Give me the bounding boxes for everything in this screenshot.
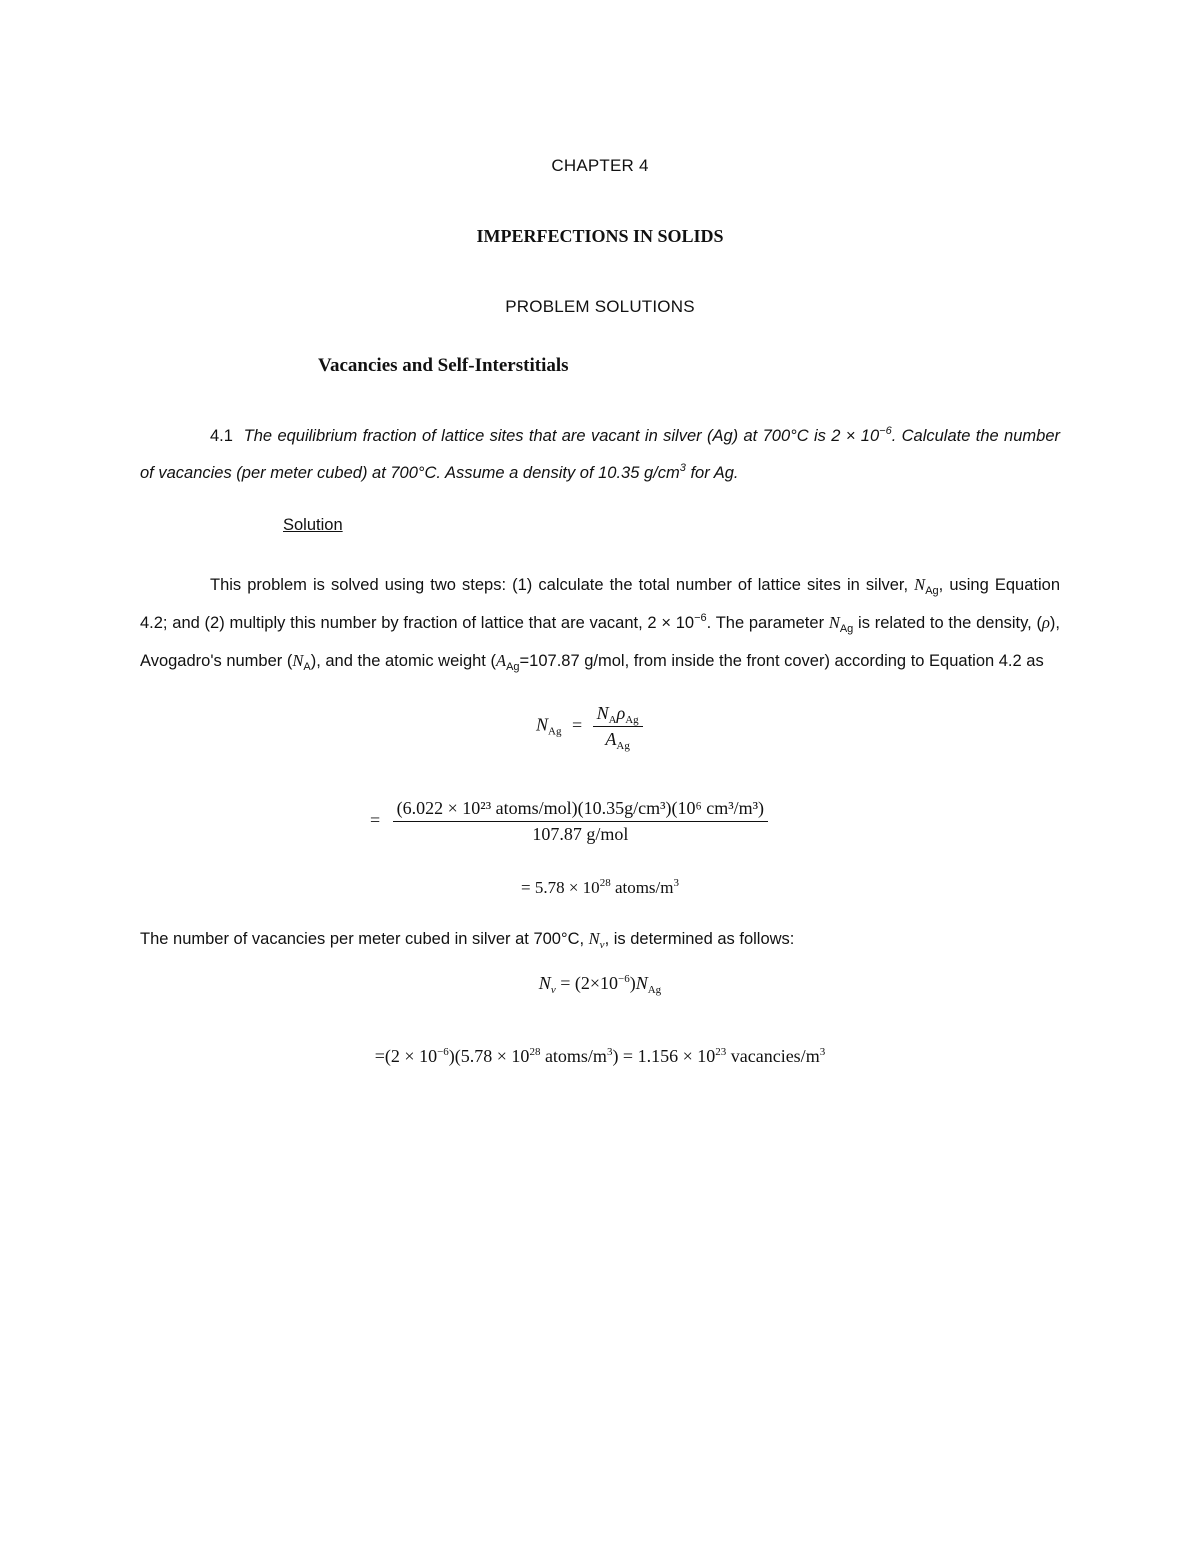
vacancies-paragraph: The number of vacancies per meter cubed in silver at 700°C, $N_v$, is determined as follows: — [140, 929, 795, 951]
equation-Nv: $N_v = (2\times 10^{-6})N_{Ag}$ — [538, 973, 662, 996]
chapter-title: IMPERFECTIONS IN SOLIDS — [476, 226, 724, 246]
equation-result-NAg: = $5.78 \times 10^{28}$ atoms/$m^3$ — [521, 877, 679, 897]
solution-label: Solution — [283, 516, 343, 534]
equation-density: $N_{Ag}$ = $\frac{N_A\rho_{Ag}}{A_{Ag}}$ — [536, 703, 643, 750]
solution-paragraph: This problem is solved using two steps: (1) calculate the total number of lattice sites in silver, $N_{Ag}$, using Equation 4.2; and (2) multiply this number by fraction of lattice that are vacant, $2 \times 10^{-6}$. The parameter $N_{Ag}$ is related to the density, (ρ), Avogadro's number $(N_A)$, and the atomic weight ($A_{Ag}=107.87$ g/mol, from inside the front cover) according to Equation 4.2 as — [140, 575, 1061, 673]
statement-text: The equilibrium fraction of lattice sites that are vacant in silver (Ag) at 700°C is $2 \times 10^{-6}$. Calculate the number of vacancies (per meter cubed) at 700°C. Assume a density of 10.35 $g/cm^3$ for Ag. — [140, 425, 1060, 482]
problem-statement — [140, 418, 1060, 492]
problem-number: 4.1 — [210, 427, 233, 445]
chapter-label: CHAPTER 4 — [551, 156, 649, 175]
problem-solutions-heading: PROBLEM SOLUTIONS — [505, 297, 695, 316]
equation-final-answer: $=(2 \times 10^{-6})(5.78 \times 10^{28}$ atoms/$m^3) = 1.156 \times 10^{23}$ vacancies/$m^3$ — [374, 1046, 826, 1066]
section-heading: Vacancies and Self-Interstitials — [318, 355, 569, 376]
equation-substitution: = $\frac{\text{(6.022 × 10²³ atoms/mol)(10.35g/cm³)(10⁶ cm³/m³)}}{\text{107.87 g/mol}}$ — [370, 798, 768, 845]
